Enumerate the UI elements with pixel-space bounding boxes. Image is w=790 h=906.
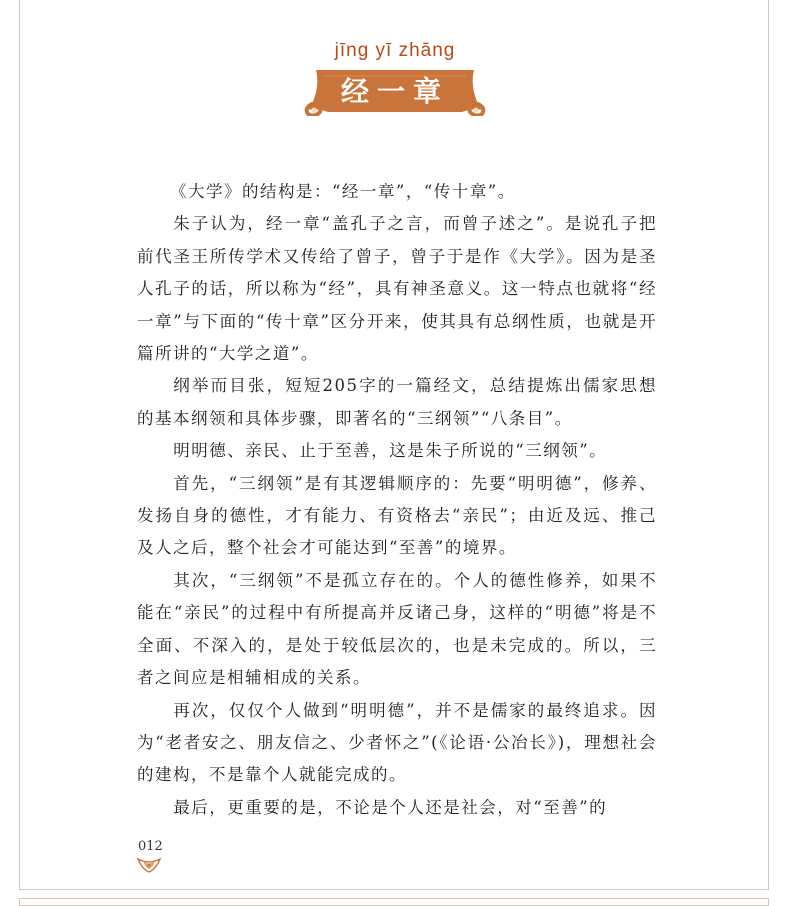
- paragraph: 朱子认为，经一章“盖孔子之言，而曾子述之”。是说孔子把前代圣王所传学术又传给了曾子，曾子于是作《大学》。因为是圣人孔子的话，所以称为“经”，具有神圣意义。这一特点也就将“经一章”与下面的“传十章”区分开来，使其具有总纲性质，也就是开篇所讲的“大学之道”。: [137, 214, 657, 364]
- paragraph: 明明德、亲民、止于至善，这是朱子所说的“三纲领”。: [173, 441, 608, 461]
- body-text: [137, 176, 657, 824]
- paragraph: 《大学》的结构是：“经一章”，“传十章”。: [170, 182, 516, 201]
- paragraph: 纲举而目张，短短205字的一篇经文，总结提炼出儒家思想的基本纲领和具体步骤，即著名的“三纲领”“八条目”。: [137, 376, 657, 428]
- paragraph: 最后，更重要的是，不论是个人还是社会，对“至善”的: [173, 797, 608, 817]
- paragraph: 其次，“三纲领”不是孤立存在的。个人的德性修养，如果不能在“亲民”的过程中有所提高并反诸己身，这样的“明德”将是不全面、不深入的，是处于较低层次的，也是未完成的。所以，三者之间应是相辅相成的关系。: [137, 570, 657, 688]
- lotus-ornament-icon: [136, 857, 162, 873]
- title-pinyin: jīng yī zhāng: [334, 40, 456, 61]
- paragraph: 再次，仅仅个人做到“明明德”，并不是儒家的最终追求。因为“老者安之、朋友信之、少者怀之”(《论语·公冶长》)，理想社会的建构，不是靠个人就能完成的。: [137, 700, 657, 785]
- page-number: 012: [138, 839, 163, 854]
- title-banner: [302, 64, 488, 116]
- paragraph: 首先，“三纲领”是有其逻辑顺序的：先要“明明德”，修养、发扬自身的德性，才有能力、有资格去“亲民”；由近及远、推己及人之后，整个社会才可能达到“至善”的境界。: [137, 473, 657, 558]
- next-page-edge: [19, 898, 769, 906]
- chapter-title: 经一章: [340, 75, 449, 108]
